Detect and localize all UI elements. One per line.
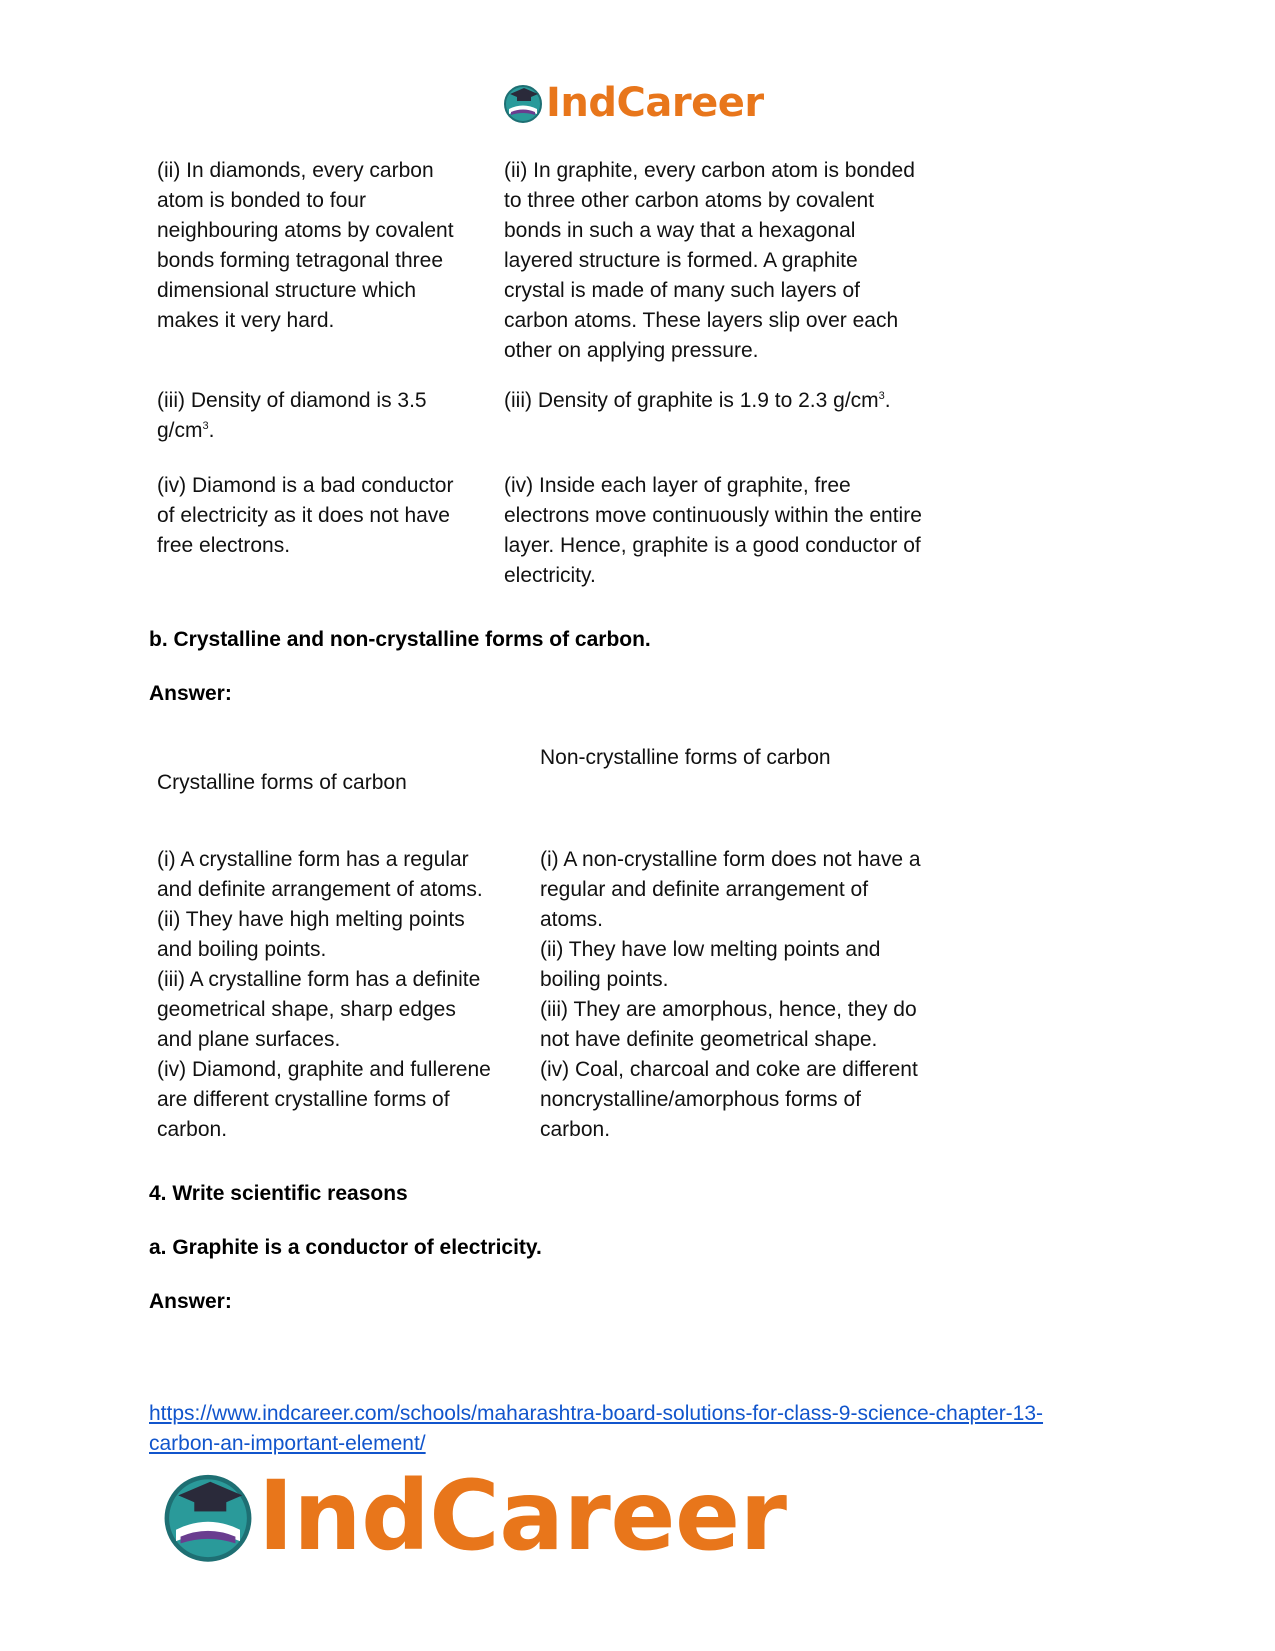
text-line: not have definite geometrical shape. [540,1028,878,1051]
text-line: (i) A crystalline form has a regular [157,848,469,871]
text-line: regular and definite arrangement of [540,878,869,901]
text-line: neighbouring atoms by covalent [157,219,454,242]
text-line: layer. Hence, graphite is a good conductor of [504,534,921,557]
text-line: other on applying pressure. [504,339,759,362]
table1-row3-right [504,471,974,591]
text-line [157,416,487,446]
text-line: and plane surfaces. [157,1028,341,1051]
text-line: carbon. [157,1118,228,1141]
logo-wordmark: IndCareer [258,1460,787,1572]
text-line: bonds in such a way that a hexagonal [504,219,856,242]
text-line: and boiling points. [157,938,327,961]
indcareer-logo-bottom [160,1460,787,1572]
text-line: bonds forming tetragonal three [157,249,444,272]
table1-row2-right [504,386,974,416]
table1-row1-left [157,156,487,336]
text-line: (ii) They have high melting points [157,908,465,931]
table1-row2-left [157,386,487,446]
table2-right-body [540,845,980,1145]
text-line: to three other carbon atoms by covalent [504,189,875,212]
table1-row3-left [157,471,487,561]
text-line: geometrical shape, sharp edges [157,998,456,1021]
text-line: (ii) In graphite, every carbon atom is bonded [504,159,915,182]
text-line: of electricity as it does not have [157,504,450,527]
table2-left-body [157,845,527,1145]
text-line: noncrystalline/amorphous forms of [540,1088,861,1111]
period: . [884,389,891,412]
text-line: boiling points. [540,968,669,991]
url-line[interactable]: https://www.indcareer.com/schools/maharashtra-board-solutions-for-class-9-science-chapter-13- [149,1402,1044,1425]
superscript: 3 [202,420,209,432]
text-line: dimensional structure which [157,279,417,302]
section-b-heading: b. Crystalline and non-crystalline forms of carbon. [149,628,651,651]
superscript: 3 [878,390,885,402]
unit-text: g/cm [157,419,203,442]
table1-row1-right [504,156,974,366]
text-line: electricity. [504,564,596,587]
section-b-answer-label: Answer: [149,682,232,705]
globe-book-icon [160,1468,256,1564]
text-line: (ii) They have low melting points and [540,938,881,961]
text-line: (iii) Density of diamond is 3.5 [157,389,427,412]
source-url-link[interactable] [149,1399,1139,1459]
table2-right-header: Non-crystalline forms of carbon [540,746,831,769]
text-line: and definite arrangement of atoms. [157,878,483,901]
period: . [208,419,215,442]
section-4-heading: 4. Write scientific reasons [149,1182,408,1205]
table2-left-header: Crystalline forms of carbon [157,771,407,794]
globe-book-icon [502,82,544,124]
text-line: (iv) Coal, charcoal and coke are different [540,1058,918,1081]
logo-wordmark: IndCareer [546,80,764,126]
indcareer-logo-top [502,82,764,124]
section-4-answer-label: Answer: [149,1290,232,1313]
density-text: (iii) Density of graphite is 1.9 to 2.3 g/cm [504,389,879,412]
text-line [504,386,974,416]
text-line: atoms. [540,908,604,931]
text-line: electrons move continuously within the entire [504,504,922,527]
section-4a-heading: a. Graphite is a conductor of electricity. [149,1236,542,1259]
text-line: atom is bonded to four [157,189,366,212]
text-line: layered structure is formed. A graphite [504,249,858,272]
text-line: crystal is made of many such layers of [504,279,860,302]
text-line: are different crystalline forms of [157,1088,450,1111]
text-line: (iv) Diamond, graphite and fullerene [157,1058,491,1081]
text-line: (iii) They are amorphous, hence, they do [540,998,917,1021]
text-line: (iii) A crystalline form has a definite [157,968,481,991]
text-line: carbon. [540,1118,611,1141]
text-line: carbon atoms. These layers slip over each [504,309,899,332]
text-line: makes it very hard. [157,309,335,332]
text-line: free electrons. [157,534,291,557]
text-line: (ii) In diamonds, every carbon [157,159,434,182]
text-line: (iv) Diamond is a bad conductor [157,474,454,497]
text-line: (iv) Inside each layer of graphite, free [504,474,851,497]
text-line: (i) A non-crystalline form does not have a [540,848,921,871]
url-line[interactable]: carbon-an-important-element/ [149,1432,426,1455]
